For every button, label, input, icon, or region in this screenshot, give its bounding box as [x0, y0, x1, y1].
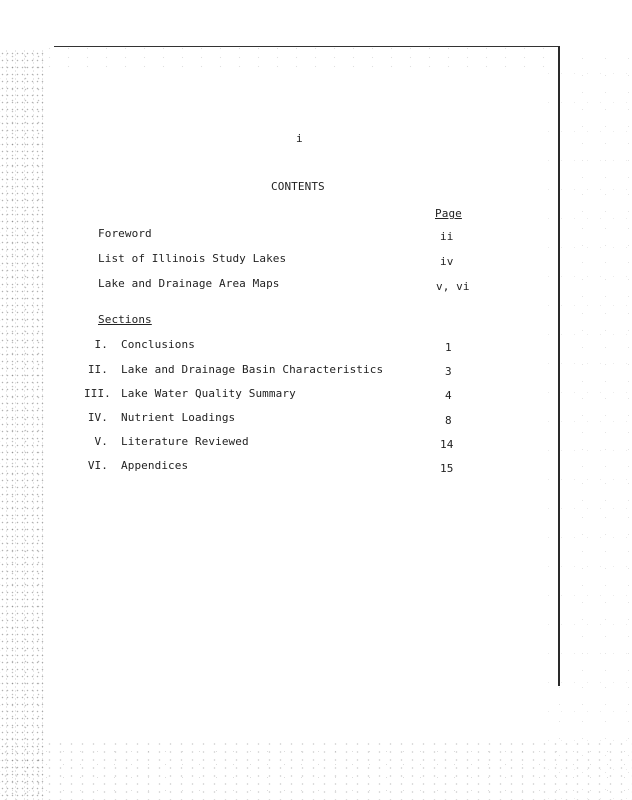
toc-page-appendices: 15	[440, 462, 454, 475]
toc-page-basin-characteristics: 3	[445, 365, 452, 378]
paper-edge-right	[558, 46, 560, 686]
section-numeral: I.	[94, 338, 108, 351]
section-numeral: VI.	[87, 459, 108, 472]
toc-page-study-lakes: iv	[440, 255, 454, 268]
toc-entry-maps[interactable]: Lake and Drainage Area Maps	[98, 277, 280, 290]
scan-noise-top	[40, 44, 560, 74]
toc-page-nutrient-loadings: 8	[445, 414, 452, 427]
page-number: i	[296, 132, 303, 145]
scan-noise-left	[0, 50, 46, 800]
section-numeral: V.	[94, 435, 108, 448]
toc-page-water-quality: 4	[445, 389, 452, 402]
section-numeral: III.	[84, 387, 111, 400]
section-numeral: IV.	[87, 411, 108, 424]
toc-entry-water-quality[interactable]: Lake Water Quality Summary	[121, 387, 296, 400]
toc-entry-nutrient-loadings[interactable]: Nutrient Loadings	[121, 411, 236, 424]
toc-entry-foreword[interactable]: Foreword	[98, 227, 152, 240]
toc-entry-literature[interactable]: Literature Reviewed	[121, 435, 249, 448]
scan-noise-right	[548, 50, 632, 800]
toc-entry-study-lakes[interactable]: List of Illinois Study Lakes	[98, 252, 287, 265]
toc-entry-conclusions[interactable]: Conclusions	[121, 338, 195, 351]
page-column-heading: Page	[435, 207, 462, 220]
section-numeral: II.	[87, 363, 108, 376]
sections-heading: Sections	[98, 313, 152, 326]
paper-edge-top	[54, 46, 559, 47]
toc-entry-basin-characteristics[interactable]: Lake and Drainage Basin Characteristics	[121, 363, 384, 376]
toc-page-literature: 14	[440, 438, 454, 451]
scan-noise-bottom	[0, 740, 632, 800]
toc-page-conclusions: 1	[445, 341, 452, 354]
toc-entry-appendices[interactable]: Appendices	[121, 459, 189, 472]
toc-page-foreword: ii	[440, 230, 454, 243]
contents-title: CONTENTS	[271, 180, 325, 193]
toc-page-maps: v, vi	[436, 280, 470, 293]
